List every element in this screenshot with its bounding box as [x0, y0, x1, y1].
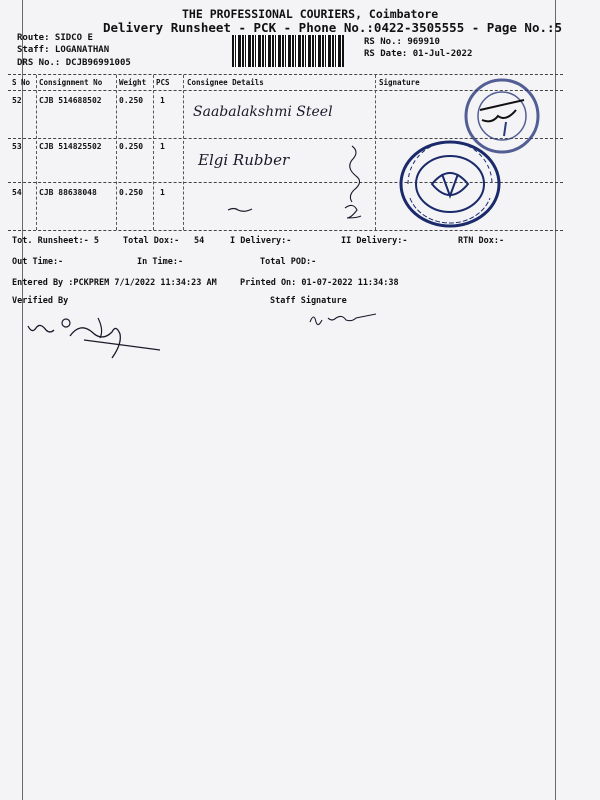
company-title: THE PROFESSIONAL COURIERS, Coimbatore [182, 7, 439, 21]
row-weight: 0.250 [119, 188, 144, 197]
row-pcs: 1 [160, 188, 165, 197]
row-consignment: CJB 514825502 [39, 142, 102, 151]
col-consignment: Consignment No [39, 78, 103, 87]
col-consignee: Consignee Details [187, 78, 264, 87]
date-stamp-icon [452, 76, 562, 156]
row-pcs: 1 [160, 96, 165, 105]
col-weight: Weight [119, 78, 147, 87]
col-pcs: PCS [156, 78, 170, 87]
out-time: Out Time:- [12, 257, 64, 267]
route: Route: SIDCO E [17, 33, 93, 43]
i-delivery: I Delivery:- [230, 236, 292, 246]
col-signature: Signature [379, 78, 420, 87]
row-pcs: 1 [160, 142, 165, 151]
rs-date: RS Date: 01-Jul-2022 [364, 49, 473, 59]
verified-by: Verified By [12, 296, 69, 306]
row-consignment: CJB 88638048 [39, 188, 97, 197]
entered-by: Entered By :PCKPREM 7/1/2022 11:34:23 AM [12, 278, 217, 288]
staff: Staff: LOGANATHAN [17, 45, 110, 55]
drs-number: DRS No.: DCJB96991005 [17, 58, 131, 68]
row-sno: 54 [12, 188, 22, 197]
staff-signature: Staff Signature [270, 296, 347, 306]
total-pod: Total POD:- [260, 257, 317, 267]
row-weight: 0.250 [119, 142, 144, 151]
row-sno: 53 [12, 142, 22, 151]
in-time: In Time:- [137, 257, 184, 267]
rtn-dox: RTN Dox:- [458, 236, 505, 246]
tot-runsheet: Tot. Runsheet:- 5 [12, 236, 99, 246]
row-sno: 52 [12, 96, 22, 105]
total-dox-value: 54 [194, 236, 205, 246]
row-consignee-handwritten: Elgi Rubber [198, 151, 290, 169]
rs-number: RS No.: 969910 [364, 37, 440, 47]
runsheet-title: Delivery Runsheet - PCK - Phone No.:0422-3505555 - Page No.:5 [103, 20, 563, 35]
row-consignee-handwritten: Saabalakshmi Steel [193, 104, 333, 120]
row-consignment: CJB 514688502 [39, 96, 102, 105]
ii-delivery: II Delivery:- [341, 236, 408, 246]
row-weight: 0.250 [119, 96, 144, 105]
total-dox: Total Dox:- [123, 236, 180, 246]
col-sno: S No [12, 78, 31, 87]
printed-on: Printed On: 01-07-2022 11:34:38 [240, 278, 399, 288]
